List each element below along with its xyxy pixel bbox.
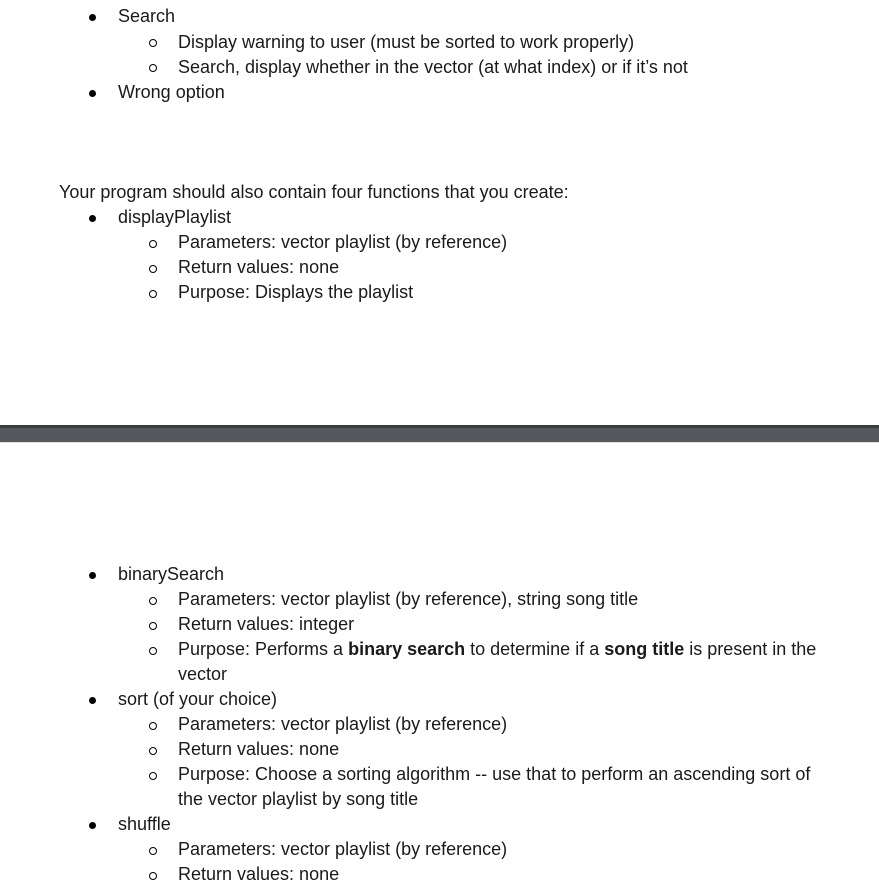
sub-item-search-display: Search, display whether in the vector (at what index) or if it’s not: [178, 57, 688, 77]
list-item-binarysearch: binarySearch: [118, 564, 225, 584]
bullet-dot-icon: [89, 90, 96, 97]
page-break-divider: [0, 425, 879, 443]
sub-item-displayplaylist-returns: Return values: none: [178, 257, 340, 277]
bullet-ring-icon: [149, 772, 157, 780]
bullet-ring-icon: [149, 64, 157, 72]
sub-item-binarysearch-params: Parameters: vector playlist (by reference), string song title: [178, 589, 639, 609]
sub-item-shuffle-params: Parameters: vector playlist (by reference): [178, 839, 508, 859]
bullet-ring-icon: [149, 290, 157, 298]
list-item-shuffle: shuffle: [118, 814, 171, 834]
bullet-dot-icon: [89, 14, 96, 21]
bullet-dot-icon: [89, 697, 96, 704]
sub-item-sort-returns: Return values: none: [178, 739, 340, 759]
sub-item-binarysearch-returns: Return values: integer: [178, 614, 355, 634]
bullet-ring-icon: [149, 240, 157, 248]
emphasis-song-title: song title: [604, 639, 685, 659]
bullet-ring-icon: [149, 747, 157, 755]
sub-item-shuffle-returns: Return values: none: [178, 864, 340, 884]
bullet-ring-icon: [149, 847, 157, 855]
bullet-dot-icon: [89, 215, 96, 222]
list-item-wrong-option: Wrong option: [118, 82, 225, 102]
list-item-displayplaylist: displayPlaylist: [118, 207, 232, 227]
bullet-ring-icon: [149, 265, 157, 273]
bullet-ring-icon: [149, 597, 157, 605]
sub-item-sort-purpose-cont: the vector playlist by song title: [178, 789, 419, 809]
bullet-ring-icon: [149, 872, 157, 880]
bullet-ring-icon: [149, 722, 157, 730]
bullet-ring-icon: [149, 39, 157, 47]
document-page-bottom: [0, 443, 879, 890]
bullet-dot-icon: [89, 822, 96, 829]
paragraph-intro: Your program should also contain four functions that you create:: [59, 182, 569, 202]
emphasis-binary-search: binary search: [348, 639, 466, 659]
sub-item-search-warning: Display warning to user (must be sorted to work properly): [178, 32, 635, 52]
sub-item-binarysearch-purpose: [178, 637, 816, 662]
bullet-ring-icon: [149, 647, 157, 655]
list-item-search: Search: [118, 6, 176, 26]
document-page-top: [0, 0, 879, 425]
bullet-dot-icon: [89, 572, 96, 579]
list-item-sort: sort (of your choice): [118, 689, 278, 709]
sub-item-displayplaylist-params: Parameters: vector playlist (by reference): [178, 232, 508, 252]
purpose-text: is present in the: [684, 639, 817, 659]
sub-item-binarysearch-purpose-cont: vector: [178, 664, 228, 684]
sub-item-displayplaylist-purpose: Purpose: Displays the playlist: [178, 282, 414, 302]
sub-item-sort-purpose: Purpose: Choose a sorting algorithm -- use that to perform an ascending sort of: [178, 764, 811, 784]
bullet-ring-icon: [149, 622, 157, 630]
purpose-text: Purpose: Performs a: [178, 639, 349, 659]
purpose-text: to determine if a: [465, 639, 605, 659]
sub-item-sort-params: Parameters: vector playlist (by reference): [178, 714, 508, 734]
